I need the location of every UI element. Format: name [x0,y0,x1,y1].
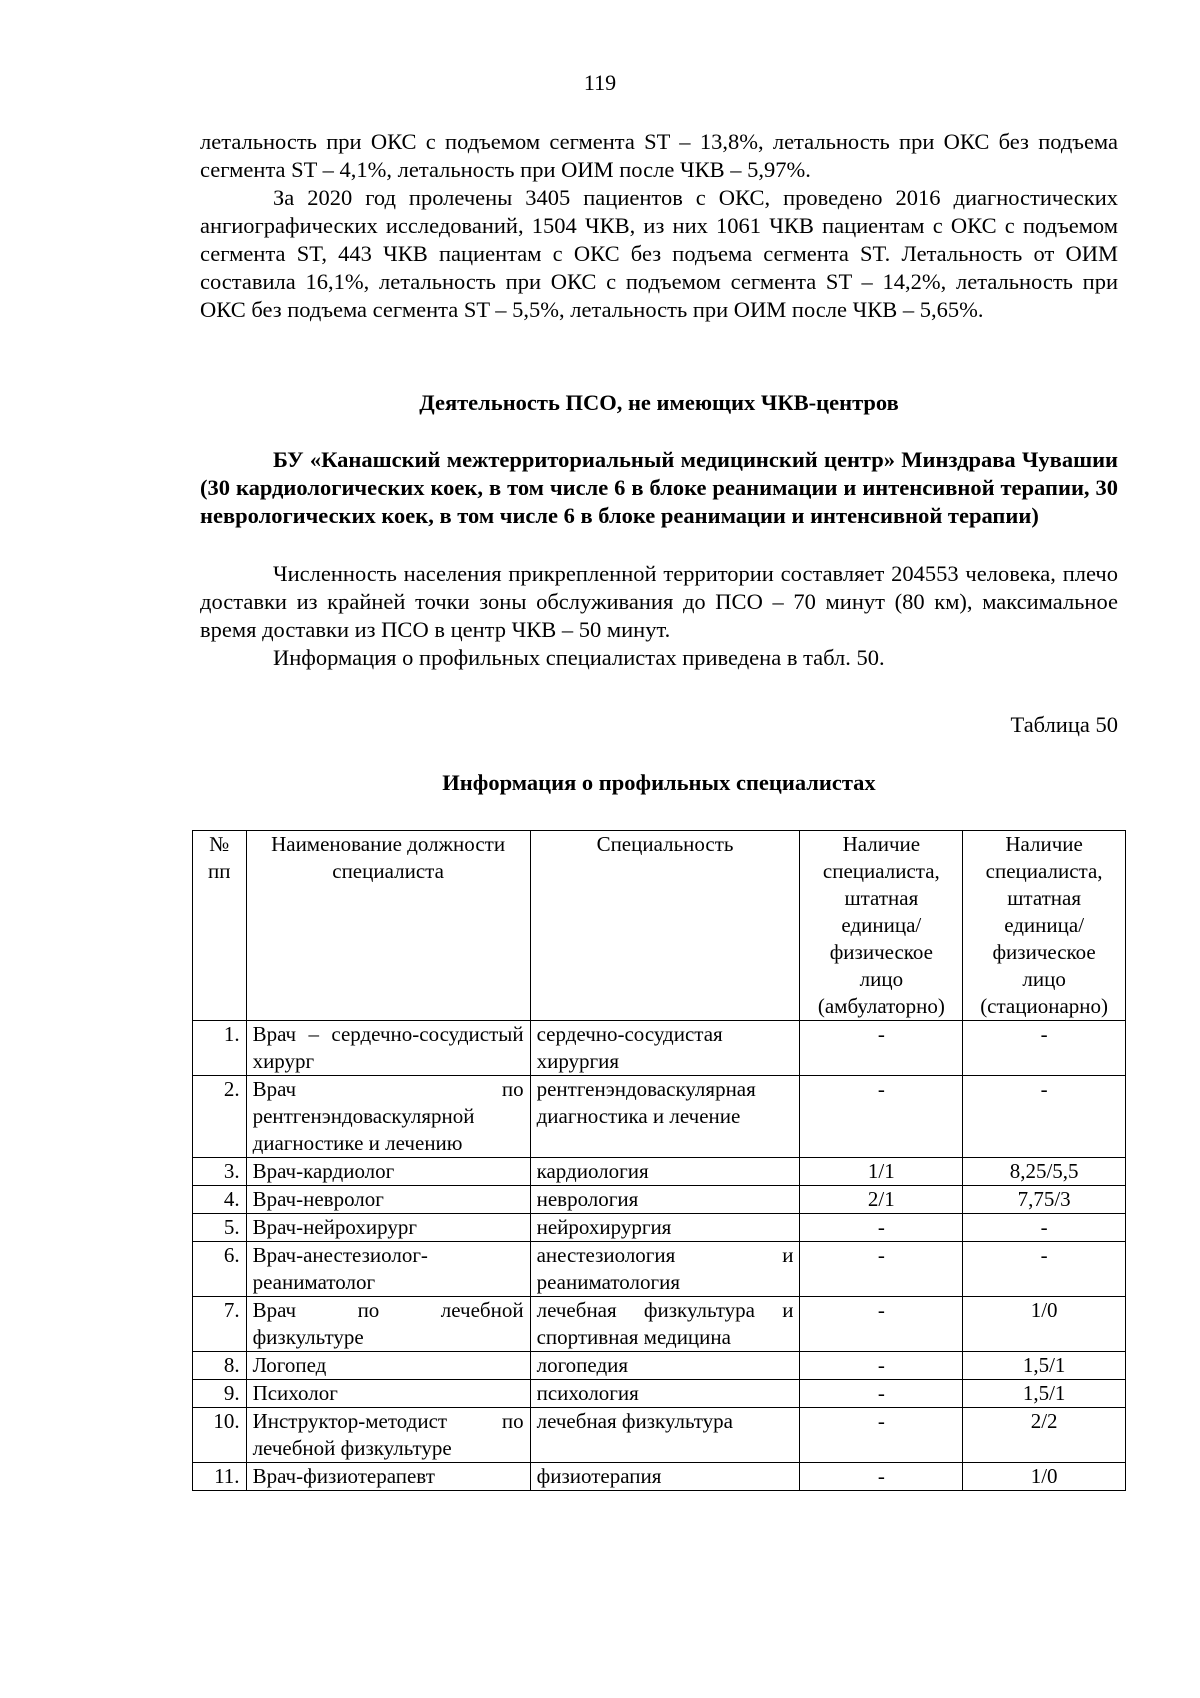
row-inpatient: - [963,1214,1126,1242]
row-num: 5. [193,1214,247,1242]
row-ambulatory: - [800,1242,963,1297]
row-inpatient: - [963,1242,1126,1297]
row-ambulatory: - [800,1297,963,1352]
row-inpatient: - [963,1021,1126,1076]
table-row [193,1408,1126,1463]
table-body [193,1021,1126,1491]
table-label: Таблица 50 [1010,712,1118,737]
row-position: Врач-физиотерапевт [246,1463,530,1491]
header-inpatient: Наличие специалиста, штатная единица/ физическое лицо (стационарно) [963,831,1126,1021]
row-position: Психолог [246,1380,530,1408]
table-row [193,1214,1126,1242]
table-row [193,1297,1126,1352]
row-num: 1. [193,1021,247,1076]
table-row [193,1352,1126,1380]
row-ambulatory: - [800,1352,963,1380]
section-heading: Деятельность ПСО, не имеющих ЧКВ-центров [419,390,899,415]
row-specialty: лечебная физкультура [530,1408,800,1463]
table-row [193,1463,1126,1491]
table-title: Информация о профильных специалистах [442,770,876,795]
row-inpatient: - [963,1076,1126,1158]
row-num: 10. [193,1408,247,1463]
table-row [193,1242,1126,1297]
row-specialty: анестезиология и реаниматология [530,1242,800,1297]
row-specialty: физиотерапия [530,1463,800,1491]
row-num: 6. [193,1242,247,1297]
row-num: 7. [193,1297,247,1352]
row-inpatient: 1/0 [963,1463,1126,1491]
row-inpatient: 7,75/3 [963,1186,1126,1214]
row-ambulatory: 1/1 [800,1158,963,1186]
row-specialty: кардиология [530,1158,800,1186]
table-row [193,1021,1126,1076]
row-ambulatory: - [800,1408,963,1463]
row-inpatient: 1/0 [963,1297,1126,1352]
row-num: 9. [193,1380,247,1408]
table-header-row [193,831,1126,1021]
row-ambulatory: - [800,1463,963,1491]
row-position: Инструктор-методист по лечебной физкультуре [246,1408,530,1463]
paragraph-mortality: летальность при ОКС с подъемом сегмента ST – 13,8%, летальность при ОКС без подъема сегмента ST – 4,1%, летальность при ОИМ после ЧКВ – 5,97%. [200,129,1118,182]
row-position: Врач-анестезиолог-реаниматолог [246,1242,530,1297]
row-inpatient: 1,5/1 [963,1352,1126,1380]
population-text [200,560,1118,672]
row-num: 2. [193,1076,247,1158]
table-row [193,1186,1126,1214]
row-position: Врач по лечебной физкультуре [246,1297,530,1352]
row-position: Врач-нейрохирург [246,1214,530,1242]
row-ambulatory: - [800,1214,963,1242]
intro-text [200,128,1118,324]
row-num: 8. [193,1352,247,1380]
row-specialty: неврология [530,1186,800,1214]
row-num: 3. [193,1158,247,1186]
table-row [193,1158,1126,1186]
row-specialty: психология [530,1380,800,1408]
row-specialty: логопедия [530,1352,800,1380]
row-ambulatory: 2/1 [800,1186,963,1214]
header-num: № пп [193,831,247,1021]
page-number: 119 [583,70,617,95]
row-position: Врач – сердечно-сосудистый хирург [246,1021,530,1076]
row-specialty: нейрохирургия [530,1214,800,1242]
paragraph-population: Численность населения прикрепленной территории составляет 204553 человека, плечо доставки из крайней точки зоны обслуживания до ПСО – 70 минут (80 км), максимальное время доставки из ПСО в центр ЧКВ – 50 минут. [200,561,1118,642]
row-position: Врач-невролог [246,1186,530,1214]
row-position: Логопед [246,1352,530,1380]
row-num: 11. [193,1463,247,1491]
row-specialty: рентгенэндоваскулярная диагностика и лечение [530,1076,800,1158]
row-position: Врач-кардиолог [246,1158,530,1186]
header-specialty: Специальность [530,831,800,1021]
row-inpatient: 1,5/1 [963,1380,1126,1408]
row-num: 4. [193,1186,247,1214]
row-ambulatory: - [800,1076,963,1158]
table-row [193,1076,1126,1158]
paragraph-2020-stats: За 2020 год пролечены 3405 пациентов с ОКС, проведено 2016 диагностических ангиографических исследований, 1504 ЧКВ, из них 1061 ЧКВ пациентам с ОКС с подъемом сегмента ST, 443 ЧКВ пациентам с ОКС без подъема сегмента ST. Летальность от ОИМ составила 16,1%, летальность при ОКС с подъемом сегмента ST – 14,2%, летальность при ОКС без подъема сегмента ST – 5,5%, летальность при ОИМ после ЧКВ – 5,65%. [200,185,1118,322]
row-ambulatory: - [800,1021,963,1076]
specialists-table [192,830,1126,1491]
row-position: Врач по рентгенэндоваскулярной диагностике и лечению [246,1076,530,1158]
paragraph-table-ref: Информация о профильных специалистах приведена в табл. 50. [273,645,885,670]
row-inpatient: 8,25/5,5 [963,1158,1126,1186]
row-specialty: сердечно-сосудистая хирургия [530,1021,800,1076]
header-position: Наименование должности специалиста [246,831,530,1021]
row-ambulatory: - [800,1380,963,1408]
row-inpatient: 2/2 [963,1408,1126,1463]
institution-heading: БУ «Канашский межтерриториальный медицинский центр» Минздрава Чувашии (30 кардиологических коек, в том числе 6 в блоке реанимации и интенсивной терапии, 30 неврологических коек, в том числе 6 в блоке реанимации и интенсивной терапии) [200,447,1118,528]
table-row [193,1380,1126,1408]
row-specialty: лечебная физкультура и спортивная медицина [530,1297,800,1352]
header-ambulatory: Наличие специалиста, штатная единица/ физическое лицо (амбулаторно) [800,831,963,1021]
